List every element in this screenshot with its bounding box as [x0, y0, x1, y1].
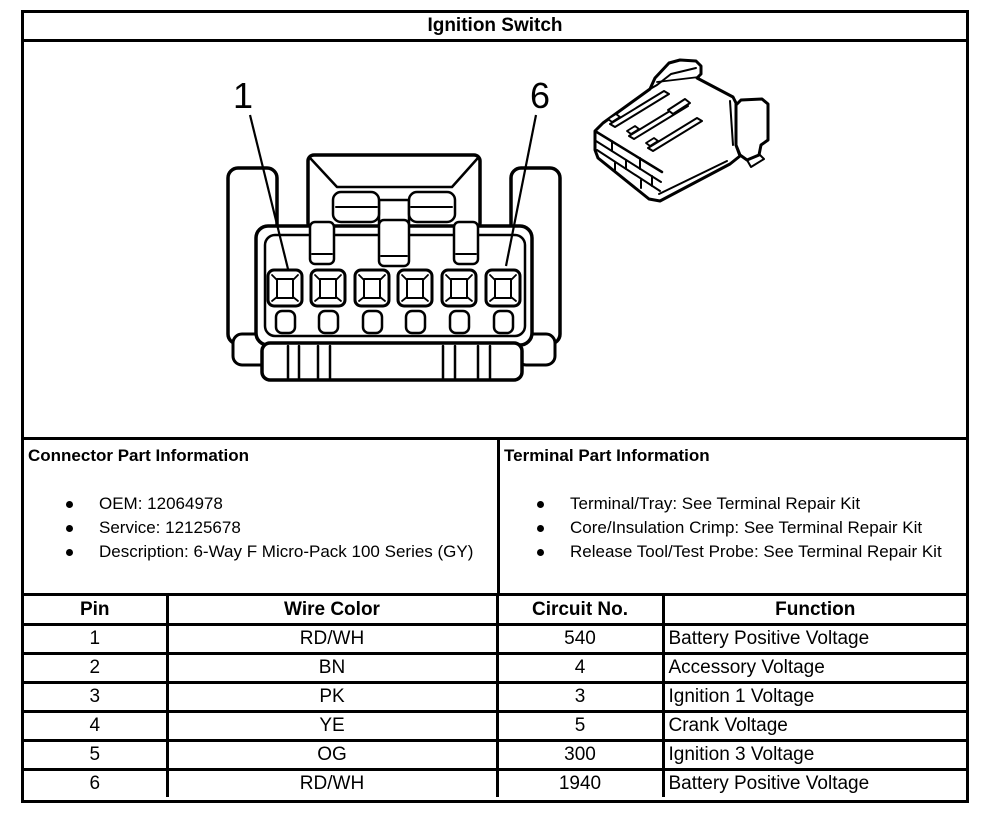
- circuit-no-column-header: Circuit No.: [497, 596, 663, 625]
- terminal-part-information-list: [500, 492, 966, 564]
- base-strip: [262, 343, 522, 380]
- pin-cell: 5: [24, 741, 167, 770]
- function-cell: Ignition 3 Voltage: [663, 741, 966, 770]
- pin-cell: 1: [24, 625, 167, 654]
- list-item: Terminal/Tray: See Terminal Repair Kit: [500, 492, 966, 516]
- wire-color-cell: BN: [167, 654, 497, 683]
- list-item: Description: 6-Way F Micro-Pack 100 Series (GY): [24, 540, 497, 564]
- connector-view-page: [21, 10, 969, 803]
- pin-1-label: 1: [232, 75, 254, 116]
- pin-cell: 4: [24, 712, 167, 741]
- wire-color-cell: RD/WH: [167, 625, 497, 654]
- terminal-part-information-panel: [500, 440, 966, 593]
- circuit-no-cell: 3: [497, 683, 663, 712]
- circuit-no-cell: 1940: [497, 770, 663, 798]
- connector-part-information-panel: [24, 440, 500, 593]
- pin-cell: 2: [24, 654, 167, 683]
- pin-6-label: 6: [529, 75, 551, 116]
- circuit-no-cell: 300: [497, 741, 663, 770]
- table-row: [24, 625, 966, 654]
- list-item: Service: 12125678: [24, 516, 497, 540]
- wire-color-cell: OG: [167, 741, 497, 770]
- connector-front-view: [228, 155, 560, 380]
- circuit-no-cell: 4: [497, 654, 663, 683]
- circuit-no-cell: 5: [497, 712, 663, 741]
- part-information-section: [24, 440, 966, 596]
- terminal-part-information-heading: Terminal Part Information: [504, 446, 710, 465]
- list-item: Core/Insulation Crimp: See Terminal Repair Kit: [500, 516, 966, 540]
- circuit-no-cell: 540: [497, 625, 663, 654]
- function-column-header: Function: [663, 596, 966, 625]
- diagram-section: [24, 42, 966, 440]
- table-row: [24, 654, 966, 683]
- wire-color-column-header: Wire Color: [167, 596, 497, 625]
- pin-cell: 3: [24, 683, 167, 712]
- function-cell: Crank Voltage: [663, 712, 966, 741]
- function-cell: Battery Positive Voltage: [663, 625, 966, 654]
- list-item: Release Tool/Test Probe: See Terminal Repair Kit: [500, 540, 966, 564]
- table-row: [24, 683, 966, 712]
- pin-column-header: Pin: [24, 596, 167, 625]
- table-row: [24, 770, 966, 798]
- function-cell: Ignition 1 Voltage: [663, 683, 966, 712]
- wire-color-cell: YE: [167, 712, 497, 741]
- connector-isometric-view: [595, 60, 768, 201]
- connector-part-information-list: [24, 492, 497, 564]
- pin-cell: 6: [24, 770, 167, 798]
- function-cell: Battery Positive Voltage: [663, 770, 966, 798]
- page-title: Ignition Switch: [24, 13, 966, 42]
- table-header-row: [24, 596, 966, 625]
- wire-color-cell: PK: [167, 683, 497, 712]
- list-item: OEM: 12064978: [24, 492, 497, 516]
- connector-diagrams: [24, 42, 966, 435]
- wire-color-cell: RD/WH: [167, 770, 497, 798]
- connector-part-information-heading: Connector Part Information: [28, 446, 250, 465]
- table-row: [24, 712, 966, 741]
- pinout-table: [24, 596, 966, 797]
- function-cell: Accessory Voltage: [663, 654, 966, 683]
- table-row: [24, 741, 966, 770]
